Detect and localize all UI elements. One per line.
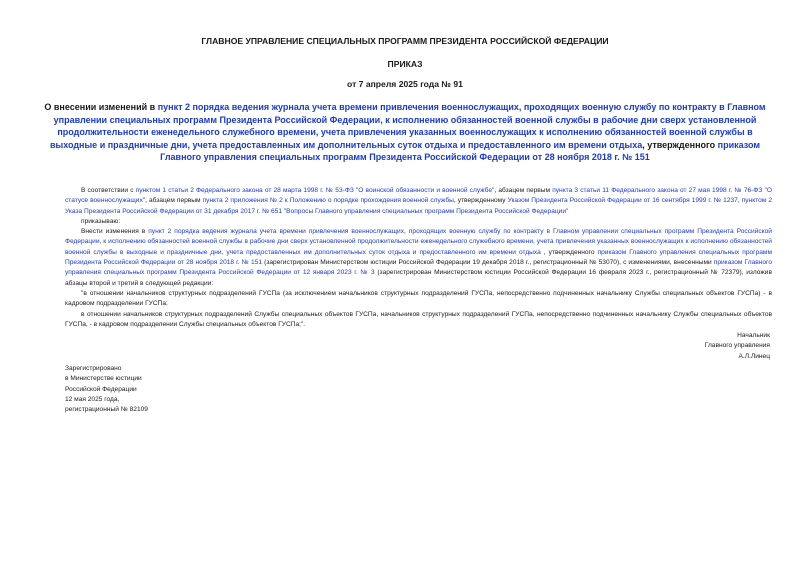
main-text: Внести изменения в: [81, 228, 149, 236]
registration-block: [65, 364, 265, 415]
link-procedure-point-2[interactable]: пункт 2 порядка ведения журнала учета времени привлечения военнослужащих, проходящих военную службу по контракту в Главном управлении специальных программ Президента Российской Федерации, к исполнению обязанностей военной службы в рабочие дни сверх установленной продолжительности еженедельного служебного времени, учета привлечения указанных военнослужащих к исполнению обязанностей военной службы в выходные и праздничные дни, учета предоставленных им дополнительных суток отдыха и предоставленного им времени отдыха: [65, 228, 772, 256]
registration-number: регистрационный № 82109: [65, 406, 148, 414]
document-date-number: от 7 апреля 2025 года № 91: [347, 79, 463, 89]
preamble-text: , утвержденному: [453, 197, 508, 205]
preamble-text: , абзацем первым: [145, 197, 203, 205]
registration-date: 12 мая 2025 года,: [65, 395, 120, 403]
preamble-text: ,: [737, 197, 742, 205]
title-text: О внесении изменений в: [44, 102, 158, 112]
registration-line: Российской Федерации: [65, 385, 137, 393]
title-link-order[interactable]: приказом Главного управления специальных программ Президента Российской Федерации от 28 ноября 2018 г. № 151: [160, 139, 761, 162]
document-title: [40, 101, 770, 164]
preamble-paragraph: [65, 186, 772, 217]
link-law-76fz[interactable]: пункта 3 статьи 11 Федерального закона от 27 мая 1998 г. № 76-ФЗ "О статусе военнослужащих": [65, 187, 773, 205]
preamble-text: В соответствии с: [81, 187, 136, 194]
document-type: ПРИКАЗ: [387, 59, 423, 69]
registration-line: в Министерстве юстиции: [65, 375, 142, 383]
preamble-text: , абзацем первым: [494, 187, 553, 194]
main-text: (зарегистрирован Министерством юстиции Российской Федерации 16 февраля 2023 г., регистрационный № 72379), изложив абзацы второй и третий в следующей редакции:: [65, 269, 772, 287]
main-paragraph: [65, 227, 772, 289]
main-text: , утвержденного: [540, 248, 598, 256]
link-service-regulation[interactable]: пункта 2 приложения № 2 к Положению о порядке прохождения военной службы: [202, 197, 454, 205]
order-word: приказываю:: [81, 217, 121, 225]
main-text: (зарегистрирован Министерством юстиции Российской Федерации 19 декабря 2018 г., регистрационный № 53070), с изменениями, внесенными: [262, 259, 714, 267]
link-decree-651[interactable]: пунктом 2 Указа Президента Российской Федерации от 31 декабря 2017 г. № 651 "Вопросы Главного управления специальных программ Президента Российской Федерации": [65, 197, 772, 215]
registration-line: Зарегистрировано: [65, 365, 122, 372]
document-body: [65, 186, 772, 330]
link-law-53fz[interactable]: пунктом 1 статьи 2 Федерального закона от 28 марта 1998 г. № 53-ФЗ "О воинской обязанности и военной службе": [135, 187, 495, 194]
title-text: , утвержденного: [642, 139, 718, 150]
quoted-paragraph-2: в отношении начальников структурных подразделений Службы специальных объектов ГУСПа, начальников структурных подразделений ГУСПа, непосредственно подчиненных начальнику Службы специальных объектов ГУСПа, - в кадровом подразделении Службы специальных объектов ГУСПа;".: [65, 310, 772, 328]
link-order-151[interactable]: приказом Главного управления специальных программ Президента Российской Федерации от 28 ноября 2018 г. № 151: [65, 248, 772, 267]
title-link-procedure[interactable]: пункт 2 порядка ведения журнала учета времени привлечения военнослужащих, проходящих военную службу по контракту в Главном управлении специальных программ Президента Российской Федерации, к исполнению обязанностей военной службы в рабочие дни сверх установленной продолжительности еженедельного служебного времени, учета привлечения указанных военнослужащих к исполнению обязанностей военной службы в выходные и праздничные дни, учета предоставленных им дополнительных суток отдыха и предоставленного им времени отдыха: [49, 102, 766, 150]
link-order-3[interactable]: приказом Главного управления специальных программ Президента Российской Федерации от 12 января 2023 г. № 3: [65, 259, 772, 277]
signature-name: А.Л.Линец: [738, 352, 770, 360]
quoted-paragraph-1: "в отношении начальников структурных подразделений ГУСПа (за исключением начальников структурных подразделений ГУСПа, непосредственно подчиненных начальнику Службы специальных объектов ГУСПа) - в кадровом подразделении ГУСПа;: [65, 289, 772, 308]
organization-header: ГЛАВНОЕ УПРАВЛЕНИЕ СПЕЦИАЛЬНЫХ ПРОГРАММ ПРЕЗИДЕНТА РОССИЙСКОЙ ФЕДЕРАЦИИ: [201, 36, 609, 46]
signature-block: [620, 331, 770, 362]
link-decree-1237[interactable]: Указом Президента Российской Федерации от 16 сентября 1999 г. № 1237: [507, 197, 738, 205]
signature-department: Главного управления: [704, 342, 770, 350]
signature-position: Начальник: [737, 332, 770, 339]
